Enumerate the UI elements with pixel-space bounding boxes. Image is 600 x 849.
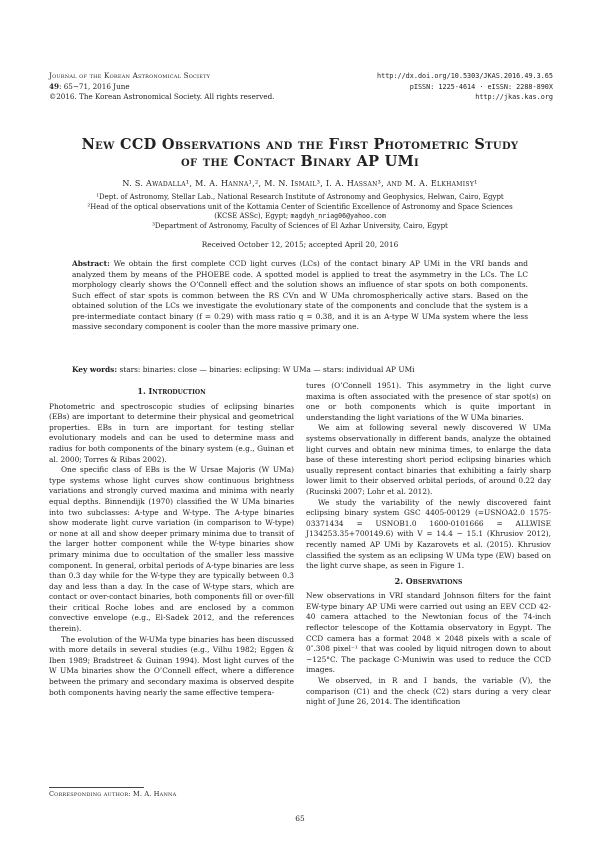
paragraph: We observed, in R and I bands, the variable (V), the comparison (C1) and the check (C2) stars during a very clear night of June 26, 2014. The identification [306, 676, 551, 707]
left-column [49, 382, 294, 698]
affiliation-2-cont: (KCSE ASSc), Egypt; [214, 212, 291, 221]
paragraph: We study the variability of the newly discovered faint eclipsing binary system GSC 4405-00129 (=USNOA2.0 1575-03371434 = USNOB1.0 1600-0101666 = ALLWISE J134253.35+700149.6) with V = 14.4 − 15.1 (Khrusiov 2012), recently named AP UMi by Kazarovets et al. (2015). Khrusiov classified the system as an eclipsing W UMa type (EW) based on the light curve shape, as seen in Figure 1. [306, 497, 551, 571]
affiliations [55, 193, 545, 231]
keywords-label: Key words: [72, 365, 118, 374]
paragraph: The evolution of the W-UMa type binaries has been discussed with more details in several studies (e.g., Vilhu 1982; Eggen & Iben 1989; Bradstreet & Guinan 1994). Most light curves of the W UMa binaries show the O’Connell effect, where a difference between the primary and secondary maxima is observed despite both components having nearly the same effective tempera- [49, 634, 294, 697]
corresponding-author-footnote: Corresponding author: M. A. Hanna [49, 790, 177, 798]
issn: pISSN: 1225-4614 · eISSN: 2288-890X [409, 82, 553, 91]
copyright: ©2016. The Korean Astronomical Society. All rights reserved. [49, 92, 275, 101]
paragraph: One specific class of EBs is the W Ursae Majoris (W UMa) type systems whose light curves show continuous brightness variations and strongly curved maxima and minima with nearly equal depths. Binnendijk (1970) classified the W UMa binaries into two subclasses: A-type and W-type. The A-type binaries show moderate light curve variation (in comparison to W-type) or none at all and show deeper primary minima due to transit of the larger hotter component while the W-type binaries show primary minima due to occultation of the smaller less massive component. In general, orbital periods of A-type binaries are less than 0.3 day while for the W-type they are typically between 0.3 day and less than a day. In the case of W-type stars, which are contact or over-contact binaries, both components fill or over-fill their critical Roche lobes and are enclosed by a common convective envelope (e.g., El-Sadek 2012, and the references therein). [49, 465, 294, 634]
affiliation-2: ²Head of the optical observations unit of the Kottamia Center of Scientific Excellence of Astronomy and Space Sciences [87, 202, 513, 211]
abstract [72, 259, 528, 333]
section-heading-observations: 2. Observations [394, 575, 463, 586]
paragraph: We aim at following several newly discovered W UMa systems observationally in different bands, analyze the obtained light curves and obtain new minima times, to enlarge the data base of these interesting short period eclipsing binaries which usually represent contact binaries that exhibiting a fairly sharp lower limit to their observed orbital periods, of around 0.22 day (Rucinski 2007; Lohr et al. 2012). [306, 423, 551, 496]
pages-date: : 65∼71, 2016 June [59, 81, 130, 91]
abstract-text: We obtain the first complete CCD light curves (LCs) of the contact binary AP UMi in the VRI bands and analyzed them by means of the PHOEBE code. A spotted model is applied to treat the asymmetry in the LCs. The LC morphology clearly shows the O’Connell effect and the solution shows an influence of star spots on both components. Such effect of star spots is common between the RS CVn and W UMa chromospherically active stars. Based on the obtained solution of the LCs we investigate the evolutionary state of the components and conclude that the system is a pre-intermediate contact binary (f = 0.29) with mass ratio q = 0.38, and it is an A-type W UMa system where the less massive secondary component is cooler than the more massive primary one. [72, 259, 528, 331]
affiliation-1: ¹Dept. of Astronomy, Stellar Lab., National Research Institute of Astronomy and Geophysics, Helwan, Cairo, Egypt [96, 193, 504, 201]
keywords [72, 365, 528, 376]
paragraph: tures (O’Connell 1951). This asymmetry in the light curve maxima is often associated with the presence of star spot(s) on one or both components which is quite important in understanding the light variations of the W UMa binaries. [306, 381, 551, 422]
page-number: 65 [295, 814, 305, 823]
doi-link[interactable]: http://dx.doi.org/10.5303/JKAS.2016.49.3.65 [377, 72, 553, 80]
volume-number: 49 [49, 81, 60, 91]
journal-header-left [49, 71, 274, 103]
title-line-2: of the Contact Binary AP UMi [181, 153, 419, 170]
keywords-text: stars: binaries: close — binaries: eclipsing: W UMa — stars: individual AP UMi [119, 365, 415, 374]
journal-header-right [377, 71, 553, 103]
journal-url[interactable]: http://jkas.kas.org [475, 93, 553, 101]
paper-title [40, 136, 560, 170]
paragraph: Photometric and spectroscopic studies of eclipsing binaries (EBs) are important to determine their physical and geometrical properties. EBs in turn are important for testing stellar evolutionary models and can be used to determine mass and radius for both components of the binary system (e.g., Guinan et al. 2000; Torres & Ribas 2002). [49, 401, 294, 464]
email-link[interactable]: magdyh_nriag06@yahoo.com [290, 212, 386, 221]
section-heading-introduction: 1. Introduction [137, 386, 206, 396]
title-line-1: New CCD Observations and the First Photometric Study [81, 136, 519, 153]
affiliation-3: ³Department of Astronomy, Faculty of Sciences of El Azhar University, Cairo, Egypt [152, 221, 448, 230]
footnote-divider [49, 787, 144, 788]
right-column [306, 381, 551, 708]
received-dates: Received October 12, 2015; accepted April 20, 2016 [201, 240, 399, 249]
journal-name: Journal of the Korean Astronomical Society [49, 71, 211, 80]
abstract-label: Abstract: [72, 259, 110, 268]
paragraph: New observations in VRI standard Johnson filters for the faint EW-type binary AP UMi were carried out using an EEV CCD 42-40 camera attached to the Newtonian focus of the 74-inch reflector telescope of the Kottamia observatory in Egypt. The CCD camera has a format 2048 × 2048 pixels with a scale of 0″.308 pixel⁻¹ that was cooled by liquid nitrogen down to about −125°C. The package C-Muniwin was used to reduce the CCD images. [306, 591, 551, 675]
author-list: N. S. Awadalla¹, M. A. Hanna¹,², M. N. Ismail³, I. A. Hassan³, and M. A. Elkhamisy¹ [122, 179, 478, 188]
